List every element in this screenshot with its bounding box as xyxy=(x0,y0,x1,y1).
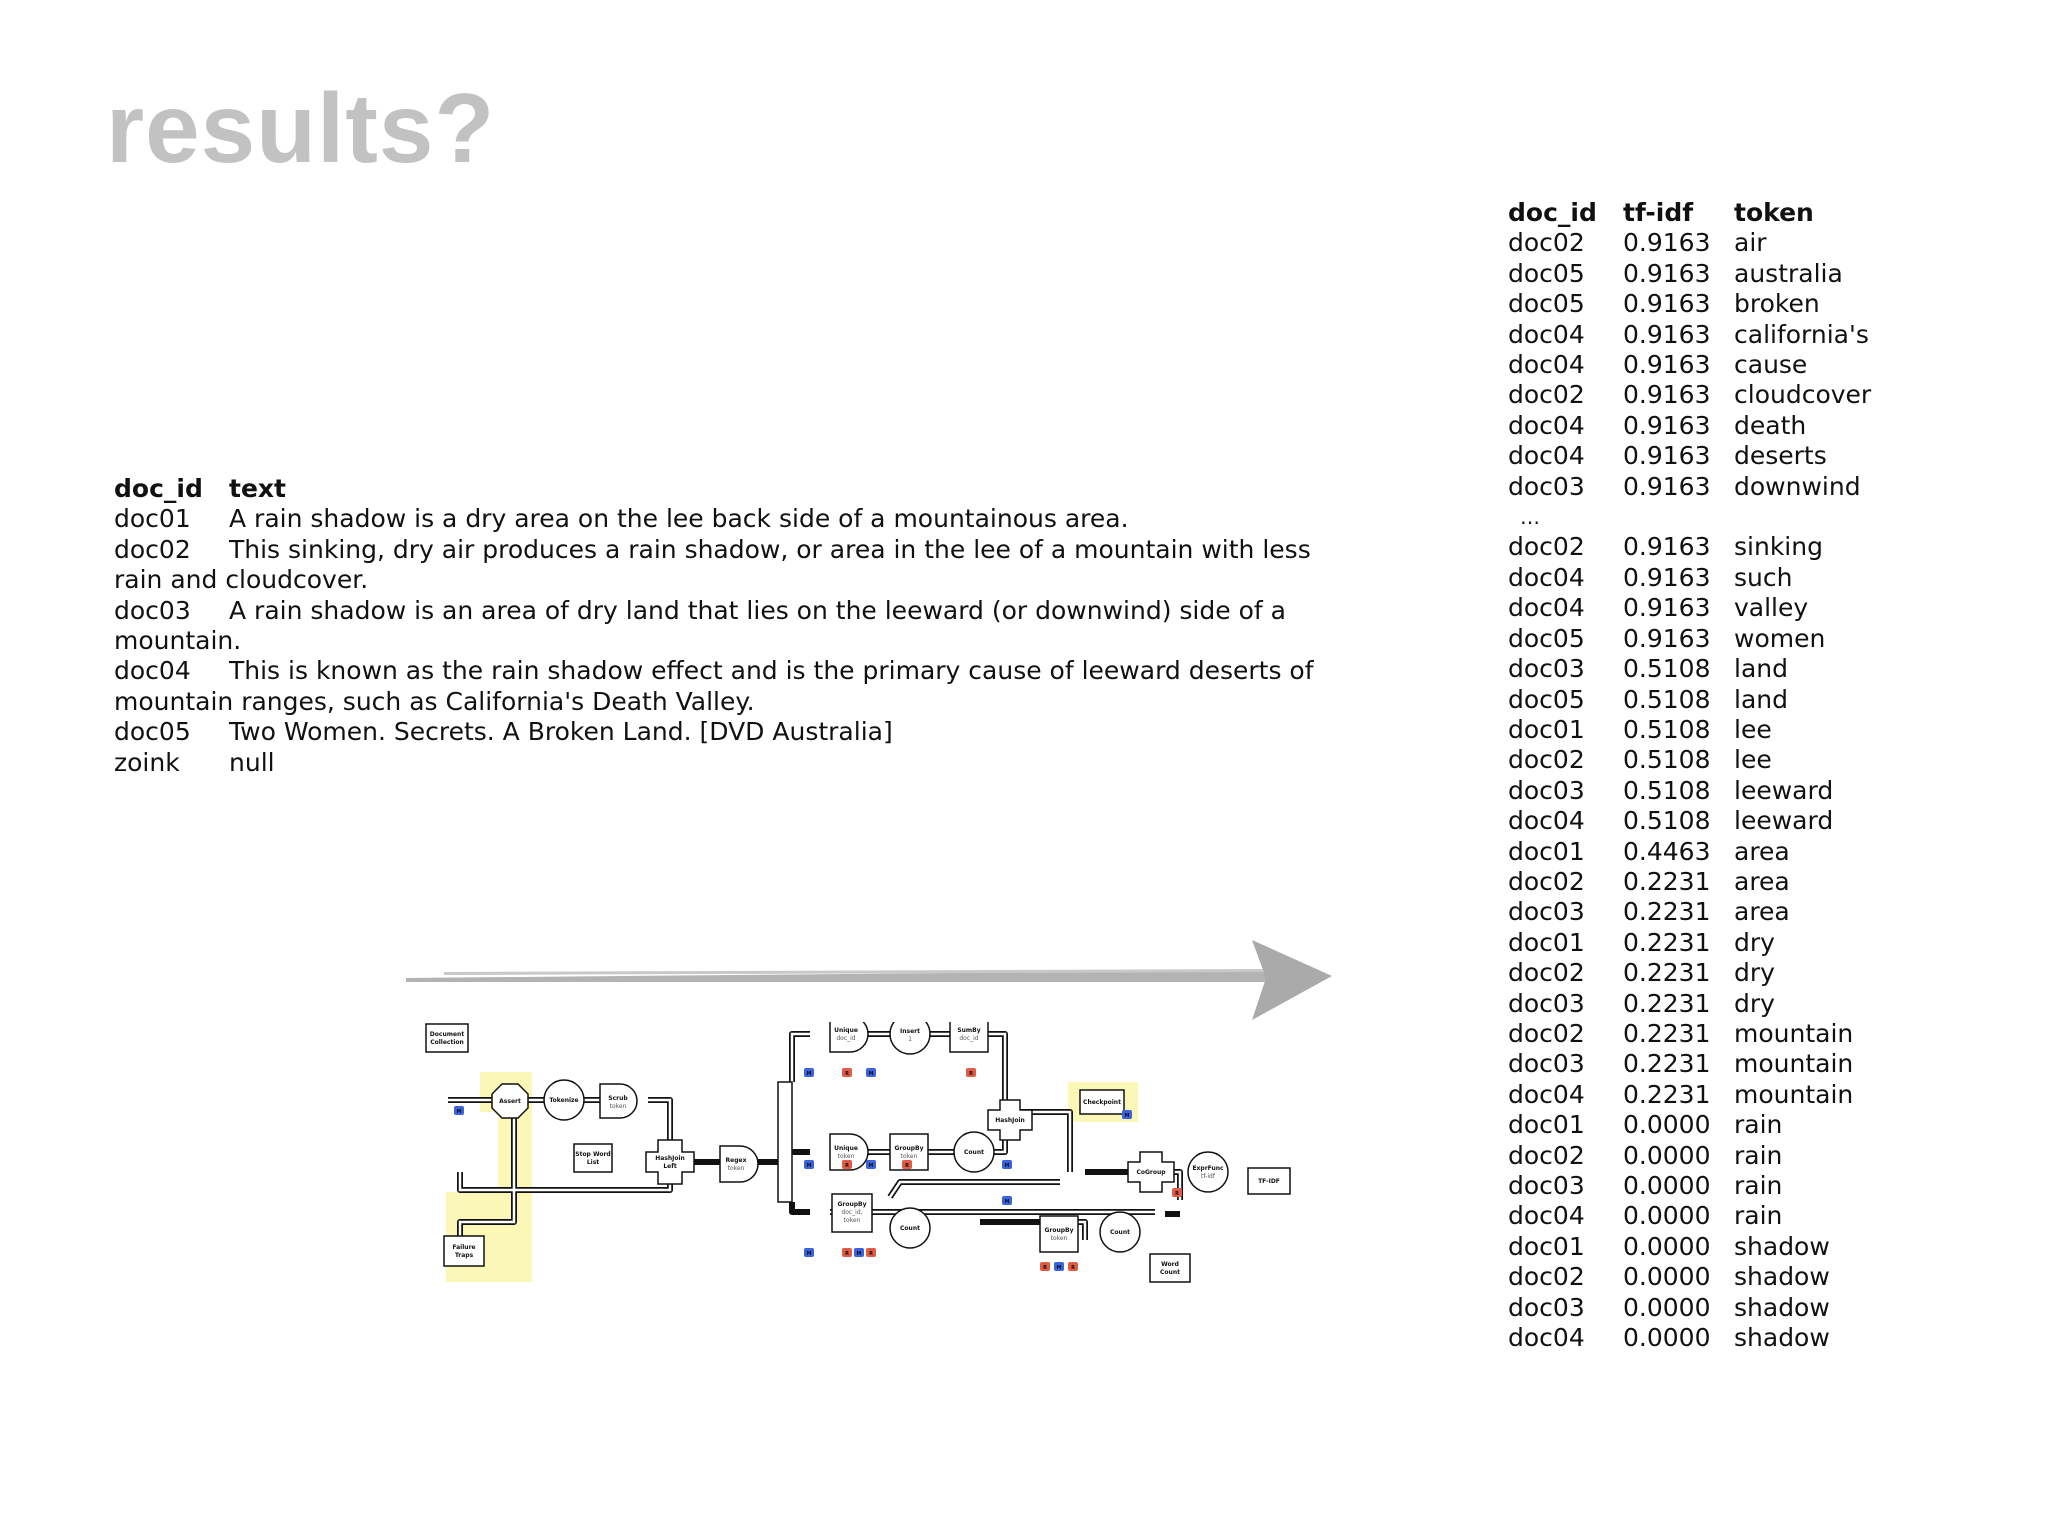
tfidf-row xyxy=(1508,654,1871,684)
doc-text: This is known as the rain shadow effect and is the primary cause of leeward deserts of mountain ranges, such as California's Death Valley. xyxy=(114,656,1314,716)
doc-id-cell: doc03 xyxy=(1508,897,1585,927)
doc-text: Two Women. Secrets. A Broken Land. [DVD Australia] xyxy=(229,717,893,747)
tfidf-row xyxy=(1508,624,1871,654)
failure-traps-label: Failure xyxy=(452,1244,476,1251)
token-cell: dry xyxy=(1734,958,1775,988)
token-cell: mountain xyxy=(1734,1049,1854,1079)
doc-id-cell: doc04 xyxy=(1508,1079,1585,1109)
tfidf-value-cell: 0.9163 xyxy=(1623,410,1711,440)
doc-id-cell: doc02 xyxy=(1508,228,1585,258)
token-cell: shadow xyxy=(1734,1292,1830,1322)
hashjoin-left-node xyxy=(646,1140,694,1184)
doc-id-cell: doc02 xyxy=(1508,1140,1585,1170)
doc-id-cell: doc03 xyxy=(1508,471,1585,501)
doc-id-cell: doc04 xyxy=(1508,593,1585,623)
map-tag-label: M xyxy=(1124,1113,1130,1119)
word-count-label: Word xyxy=(1161,1261,1179,1268)
map-tag-label: M xyxy=(856,1251,862,1257)
document-row xyxy=(114,717,1350,747)
token-cell: shadow xyxy=(1734,1262,1830,1292)
doc-id: doc05 xyxy=(114,717,191,747)
tfidf-row xyxy=(1508,350,1871,380)
map-tag-label: M xyxy=(1056,1265,1062,1271)
pipe xyxy=(890,1182,1060,1197)
token-cell: land xyxy=(1734,684,1788,714)
doc-id-cell: doc04 xyxy=(1508,1323,1585,1353)
pipe xyxy=(792,1202,810,1212)
tf-idf-label: TF-IDF xyxy=(1258,1178,1280,1185)
scrub-label: Scrub xyxy=(608,1095,628,1102)
tfidf-value-cell: 0.5108 xyxy=(1623,714,1711,744)
tfidf-value-cell: 0.9163 xyxy=(1623,562,1711,592)
tfidf-value-cell: 0.2231 xyxy=(1623,958,1711,988)
tfidf-value-cell: 0.2231 xyxy=(1623,988,1711,1018)
document-row xyxy=(114,504,1350,534)
tfidf-row xyxy=(1508,897,1871,927)
tfidf-row xyxy=(1508,1019,1871,1049)
groupby-1-sublabel: token xyxy=(900,1153,918,1160)
doc-text: A rain shadow is a dry area on the lee back side of a mountainous area. xyxy=(229,504,1129,534)
token-cell: dry xyxy=(1734,988,1775,1018)
token-cell: area xyxy=(1734,897,1790,927)
tfidf-row xyxy=(1508,411,1871,441)
doc-id-cell: doc03 xyxy=(1508,988,1585,1018)
tfidf-row xyxy=(1508,228,1871,258)
unique-1-sublabel: doc_id xyxy=(836,1035,856,1042)
doc-id-cell: doc02 xyxy=(1508,866,1585,896)
token-cell: rain xyxy=(1734,1171,1783,1200)
doc-id-cell: doc02 xyxy=(1508,1262,1585,1292)
token-cell: cause xyxy=(1734,350,1808,380)
unique-1-label: Unique xyxy=(834,1027,858,1034)
reduce-tag-label: R xyxy=(1071,1265,1075,1271)
doc-id: doc02 xyxy=(114,534,191,564)
expfunc-label: ExprFunc xyxy=(1192,1165,1224,1172)
token-cell: deserts xyxy=(1734,441,1827,471)
document-collection-label: Document xyxy=(429,1031,465,1038)
tfidf-row xyxy=(1508,289,1871,319)
count-2-label: Count xyxy=(900,1225,920,1232)
token-cell: california's xyxy=(1734,319,1869,349)
tfidf-value-cell: 0.9163 xyxy=(1623,623,1711,653)
tfidf-value-cell: 0.0000 xyxy=(1623,1201,1711,1231)
tfidf-value-cell: 0.5108 xyxy=(1623,654,1711,684)
slide-title: results? xyxy=(106,73,496,183)
tfidf-value-cell: 0.9163 xyxy=(1623,532,1711,562)
tfidf-row xyxy=(1508,685,1871,715)
map-tag-label: M xyxy=(806,1163,812,1169)
tfidf-value-cell: 0.9163 xyxy=(1623,319,1711,349)
map-tag-label: M xyxy=(456,1109,462,1115)
token-cell: lee xyxy=(1734,745,1772,775)
token-cell: cloudcover xyxy=(1734,380,1872,410)
regex-node xyxy=(720,1146,758,1182)
token-cell: valley xyxy=(1734,593,1809,623)
token-cell: area xyxy=(1734,836,1790,866)
tfidf-value-cell: 0.0000 xyxy=(1623,1171,1711,1200)
doc-id-cell: doc02 xyxy=(1508,1018,1585,1048)
token-cell: leeward xyxy=(1734,775,1834,805)
doc-id-cell: doc02 xyxy=(1508,532,1585,562)
assert-label: Assert xyxy=(499,1098,521,1105)
doc-id: zoink xyxy=(114,747,180,777)
tfidf-results-table xyxy=(1508,198,1871,1353)
tfidf-value-cell: 0.0000 xyxy=(1623,1231,1711,1261)
stop-word-list-node xyxy=(574,1144,612,1172)
doc-text: A rain shadow is an area of dry land that lies on the leeward (or downwind) side of a mountain. xyxy=(114,595,1286,656)
tfidf-value-cell: 0.0000 xyxy=(1623,1323,1711,1353)
tfidf-row xyxy=(1508,806,1871,836)
token-cell: sinking xyxy=(1734,532,1823,562)
tokenize-label: Tokenize xyxy=(549,1097,579,1104)
documents-table xyxy=(114,474,1350,778)
token-cell: shadow xyxy=(1734,1323,1830,1353)
tfidf-row xyxy=(1508,958,1871,988)
insert-label: Insert xyxy=(900,1028,920,1035)
tfidf-row xyxy=(1508,928,1871,958)
tfidf-row xyxy=(1508,1262,1871,1292)
doc-text: null xyxy=(229,747,275,777)
doc-id-cell: doc02 xyxy=(1508,745,1585,775)
ellipsis: … xyxy=(1520,505,1540,530)
failure-traps-label: Traps xyxy=(454,1252,474,1259)
token-cell: downwind xyxy=(1734,471,1861,501)
tfidf-row xyxy=(1508,593,1871,623)
tfidf-ellipsis xyxy=(1508,502,1871,532)
unique-2-sublabel: token xyxy=(837,1153,855,1160)
doc-id-cell: doc02 xyxy=(1508,958,1585,988)
token-cell: shadow xyxy=(1734,1231,1830,1261)
tfidf-row xyxy=(1508,989,1871,1019)
tfidf-row xyxy=(1508,1201,1871,1231)
stop-word-list-label: Stop Word xyxy=(575,1151,611,1158)
doc-id-cell: doc03 xyxy=(1508,775,1585,805)
tfidf-header: tf-idf xyxy=(1623,198,1694,227)
tfidf-value-cell: 0.9163 xyxy=(1623,350,1711,380)
doc-id: doc01 xyxy=(114,504,191,534)
doc-id-cell: doc04 xyxy=(1508,806,1585,836)
document-collection-label: Collection xyxy=(430,1039,464,1046)
tfidf-row xyxy=(1508,776,1871,806)
token-cell: rain xyxy=(1734,1201,1783,1231)
tfidf-value-cell: 0.9163 xyxy=(1623,471,1711,501)
token-cell: rain xyxy=(1734,1140,1783,1170)
tfidf-row xyxy=(1508,1049,1871,1079)
doc-id-cell: doc01 xyxy=(1508,714,1585,744)
map-tag-label: M xyxy=(1004,1199,1010,1205)
groupby-1-label: GroupBy xyxy=(894,1145,924,1152)
token-cell: broken xyxy=(1734,289,1820,319)
unique-2-label: Unique xyxy=(834,1145,858,1152)
doc-id-cell: doc04 xyxy=(1508,410,1585,440)
word-count-node xyxy=(1150,1254,1190,1282)
tfidf-row xyxy=(1508,1110,1871,1140)
tfidf-row xyxy=(1508,441,1871,471)
ellipsis-row xyxy=(1508,502,1871,532)
token-cell: land xyxy=(1734,654,1788,684)
tfidf-value-cell: 0.9163 xyxy=(1623,258,1711,288)
reduce-tag-label: R xyxy=(1043,1265,1047,1271)
tfidf-row xyxy=(1508,1171,1871,1201)
insert-sublabel: 1 xyxy=(908,1036,912,1043)
doc-id: doc04 xyxy=(114,656,191,686)
tfidf-row xyxy=(1508,380,1871,410)
doc-id-cell: doc03 xyxy=(1508,1049,1585,1079)
tfidf-header-row xyxy=(1508,198,1871,228)
reduce-tag-label: R xyxy=(969,1071,973,1077)
reduce-tag-label: R xyxy=(1175,1191,1179,1197)
reduce-tag-label: R xyxy=(869,1251,873,1257)
cogroup-label: CoGroup xyxy=(1136,1169,1166,1176)
token-cell: death xyxy=(1734,410,1807,440)
checkpoint-label: Checkpoint xyxy=(1083,1099,1121,1106)
groupby-2-sublabel: token xyxy=(843,1217,861,1224)
tfidf-value-cell: 0.2231 xyxy=(1623,897,1711,927)
tfidf-row xyxy=(1508,563,1871,593)
token-cell: mountain xyxy=(1734,1018,1854,1048)
tfidf-value-cell: 0.9163 xyxy=(1623,289,1711,319)
reduce-tag-label: R xyxy=(845,1071,849,1077)
tfidf-row xyxy=(1508,472,1871,502)
sumby-label: SumBy xyxy=(957,1027,981,1034)
flow-arrow xyxy=(404,936,1334,1026)
tfidf-value-cell: 0.0000 xyxy=(1623,1140,1711,1170)
token-cell: such xyxy=(1734,562,1793,592)
doc-id-cell: doc04 xyxy=(1508,441,1585,471)
tfidf-value-cell: 0.2231 xyxy=(1623,1079,1711,1109)
groupby-2-sublabel: doc_id, xyxy=(841,1209,863,1216)
groupby-3-label: GroupBy xyxy=(1044,1227,1074,1234)
failure-traps-node xyxy=(444,1236,484,1266)
tfidf-value-cell: 0.9163 xyxy=(1623,441,1711,471)
groupby-2-label: GroupBy xyxy=(837,1201,867,1208)
tfidf-value-cell: 0.9163 xyxy=(1623,228,1711,258)
reduce-tag-label: R xyxy=(845,1251,849,1257)
doc-id-cell: doc05 xyxy=(1508,258,1585,288)
tfidf-value-cell: 0.2231 xyxy=(1623,866,1711,896)
reduce-tag-label: R xyxy=(905,1163,909,1169)
doc-id-header: doc_id xyxy=(1508,198,1597,227)
doc-id-cell: doc03 xyxy=(1508,1292,1585,1322)
doc-id-cell: doc02 xyxy=(1508,380,1585,410)
token-cell: air xyxy=(1734,228,1767,258)
scrub-sublabel: token xyxy=(609,1103,627,1110)
map-tag-label: M xyxy=(868,1071,874,1077)
doc-id-cell: doc01 xyxy=(1508,836,1585,866)
doc-text: This sinking, dry air produces a rain shadow, or area in the lee of a mountain with less rain and cloudcover. xyxy=(114,534,1311,595)
tfidf-row xyxy=(1508,837,1871,867)
tfidf-value-cell: 0.2231 xyxy=(1623,927,1711,957)
map-tag-label: M xyxy=(868,1163,874,1169)
token-cell: area xyxy=(1734,866,1790,896)
document-row xyxy=(114,535,1350,596)
token-cell: dry xyxy=(1734,927,1775,957)
tfidf-rows-top xyxy=(1508,228,1871,502)
doc-id-cell: doc04 xyxy=(1508,350,1585,380)
doc-id-cell: doc01 xyxy=(1508,927,1585,957)
token-cell: mountain xyxy=(1734,1079,1854,1109)
expfunc-sublabel: tf-idf xyxy=(1201,1173,1215,1180)
token-cell: rain xyxy=(1734,1110,1783,1140)
doc-id: doc03 xyxy=(114,595,191,625)
tfidf-row xyxy=(1508,532,1871,562)
doc-id-cell: doc03 xyxy=(1508,1171,1585,1200)
tfidf-row xyxy=(1508,320,1871,350)
token-cell: women xyxy=(1734,623,1826,653)
regex-sublabel: token xyxy=(727,1165,745,1172)
tfidf-value-cell: 0.0000 xyxy=(1623,1110,1711,1140)
tfidf-rows-bottom xyxy=(1508,532,1871,1353)
map-tag-label: M xyxy=(1004,1163,1010,1169)
token-header: token xyxy=(1734,198,1814,227)
doc-id-cell: doc04 xyxy=(1508,562,1585,592)
token-cell: leeward xyxy=(1734,806,1834,836)
sumby-sublabel: doc_id xyxy=(959,1035,979,1042)
doc-id-cell: doc03 xyxy=(1508,654,1585,684)
hashjoin-left-label: Left xyxy=(663,1163,677,1170)
tfidf-row xyxy=(1508,745,1871,775)
pipe xyxy=(460,1172,670,1190)
document-row xyxy=(114,596,1350,657)
documents-table-header xyxy=(114,474,1350,504)
doc-id-cell: doc04 xyxy=(1508,1201,1585,1231)
expfunc-node xyxy=(1188,1152,1228,1192)
token-cell: lee xyxy=(1734,714,1772,744)
tfidf-row xyxy=(1508,1293,1871,1323)
tfidf-value-cell: 0.2231 xyxy=(1623,1049,1711,1079)
tfidf-value-cell: 0.4463 xyxy=(1623,836,1711,866)
count-3-label: Count xyxy=(1110,1229,1130,1236)
tfidf-row xyxy=(1508,259,1871,289)
tfidf-row xyxy=(1508,1232,1871,1262)
tfidf-value-cell: 0.5108 xyxy=(1623,775,1711,805)
map-tag-label: M xyxy=(806,1251,812,1257)
doc-id-cell: doc05 xyxy=(1508,289,1585,319)
pipe-inner xyxy=(448,1034,1180,1242)
reduce-tag-label: R xyxy=(845,1163,849,1169)
doc-id-cell: doc04 xyxy=(1508,319,1585,349)
splitter-bar xyxy=(778,1082,792,1202)
doc-id-header: doc_id xyxy=(114,474,203,503)
tfidf-value-cell: 0.0000 xyxy=(1623,1262,1711,1292)
document-row xyxy=(114,748,1350,778)
document-collection-node xyxy=(426,1024,468,1052)
doc-id-cell: doc01 xyxy=(1508,1231,1585,1261)
tfidf-value-cell: 0.5108 xyxy=(1623,684,1711,714)
doc-id-cell: doc01 xyxy=(1508,1110,1585,1140)
tfidf-value-cell: 0.2231 xyxy=(1623,1018,1711,1048)
map-tag-label: M xyxy=(806,1071,812,1077)
tfidf-row xyxy=(1508,867,1871,897)
tfidf-value-cell: 0.0000 xyxy=(1623,1292,1711,1322)
hashjoin-label: HashJoin xyxy=(995,1117,1025,1124)
tfidf-row xyxy=(1508,715,1871,745)
regex-label: Regex xyxy=(725,1157,747,1164)
hashjoin-left-label: HashJoin xyxy=(655,1155,685,1162)
stop-word-list-label: List xyxy=(586,1159,600,1166)
groupby-3-sublabel: token xyxy=(1050,1235,1068,1242)
tfidf-value-cell: 0.9163 xyxy=(1623,593,1711,623)
doc-id-cell: doc05 xyxy=(1508,684,1585,714)
tfidf-value-cell: 0.9163 xyxy=(1623,380,1711,410)
count-1-label: Count xyxy=(964,1149,984,1156)
tfidf-row xyxy=(1508,1141,1871,1171)
word-count-label: Count xyxy=(1160,1269,1180,1276)
cascading-flow-diagram xyxy=(420,1022,1320,1292)
document-row xyxy=(114,656,1350,717)
token-cell: australia xyxy=(1734,258,1843,288)
tfidf-value-cell: 0.5108 xyxy=(1623,806,1711,836)
tfidf-value-cell: 0.5108 xyxy=(1623,745,1711,775)
groupby-3-node xyxy=(1040,1216,1078,1252)
tfidf-row xyxy=(1508,1080,1871,1110)
tfidf-row xyxy=(1508,1323,1871,1353)
text-header: text xyxy=(229,474,286,503)
doc-id-cell: doc05 xyxy=(1508,623,1585,653)
